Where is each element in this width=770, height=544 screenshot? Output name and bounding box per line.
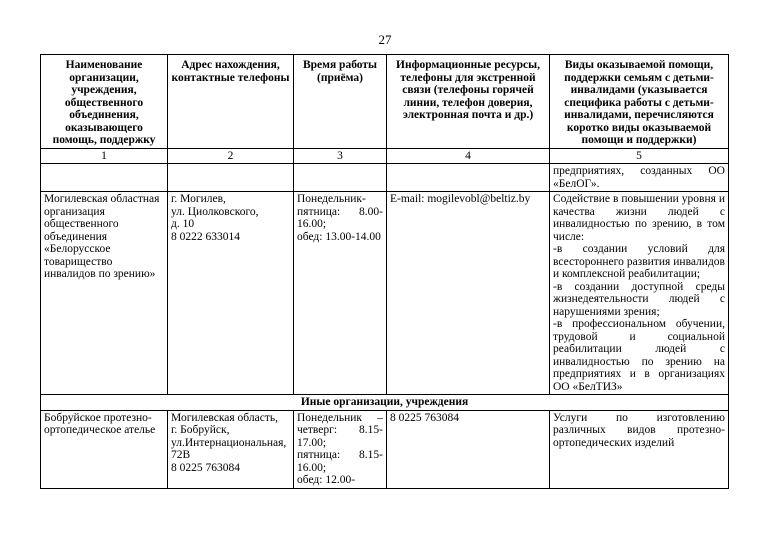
column-number: 3	[294, 148, 387, 164]
header-organization: Наименование организации, учреждения, общественного объединения, оказывающего помощь, поддержку	[41, 55, 168, 149]
header-address: Адрес нахождения, контактные телефоны	[168, 55, 294, 149]
organization-name: Могилевская областная организация общественного объединения «Белорусское товарищество инвалидов по зрению»	[41, 192, 168, 395]
table-cell	[294, 164, 387, 192]
column-number: 2	[168, 148, 294, 164]
organization-help: Услуги по изготовлению различных видов протезно-ортопедических изделий	[550, 410, 729, 488]
table-cell	[387, 164, 550, 192]
organization-name: Бобруйское протезно-ортопедическое ателье	[41, 410, 168, 488]
table-cell	[41, 164, 168, 192]
column-number: 5	[550, 148, 729, 164]
continued-row	[41, 164, 729, 192]
table-row	[41, 410, 729, 488]
column-number: 1	[41, 148, 168, 164]
table-row	[41, 192, 729, 395]
header-info-resources: Информационные ресурсы, телефоны для экстренной связи (телефоны горячей линии, телефон доверия, электронная почта и др.)	[387, 55, 550, 149]
organization-hours: Понедельник-пятница: 8.00-16.00; обед: 13.00-14.00	[294, 192, 387, 395]
organization-info: E-mail: mogilevobl@beltiz.by	[387, 192, 550, 395]
header-help-types: Виды оказываемой помощи, поддержки семьям с детьми-инвалидами (указывается специфика работы с детьми-инвалидами, перечисляются коротко виды оказываемой помощи и поддержки)	[550, 55, 729, 149]
organization-help: Содействие в повышении уровня и качества жизни людей с инвалидностью по зрению, в том числе: -в создании условий для всестороннего развития инвалидов и комплексной реабилитации; -в создании доступной среды жизнедеятельности людей с нарушениями зрения; -в профессиональном обучении, трудовой и социальной реабилитации людей с инвалидностью по зрению на предприятиях и в организациях ОО «БелТИЗ»	[550, 192, 729, 395]
organization-address: Могилевская область, г. Бобруйск, ул.Интернациональная, 72В 8 0225 763084	[168, 410, 294, 488]
section-row	[41, 395, 729, 411]
header-row	[41, 55, 729, 149]
section-title: Иные организации, учреждения	[41, 395, 729, 411]
continued-help-text: предприятиях, созданных ОО «БелОГ».	[550, 164, 729, 192]
table-cell	[168, 164, 294, 192]
organizations-table	[40, 54, 729, 489]
organization-address: г. Могилев, ул. Циолковского, д. 10 8 0222 633014	[168, 192, 294, 395]
column-number: 4	[387, 148, 550, 164]
page-number: 27	[378, 32, 392, 47]
organization-hours: Понедельник – четверг: 8.15-17.00; пятница: 8.15-16.00; обед: 12.00-	[294, 410, 387, 488]
header-hours: Время работы (приёма)	[294, 55, 387, 149]
organization-info: 8 0225 763084	[387, 410, 550, 488]
column-number-row	[41, 148, 729, 164]
